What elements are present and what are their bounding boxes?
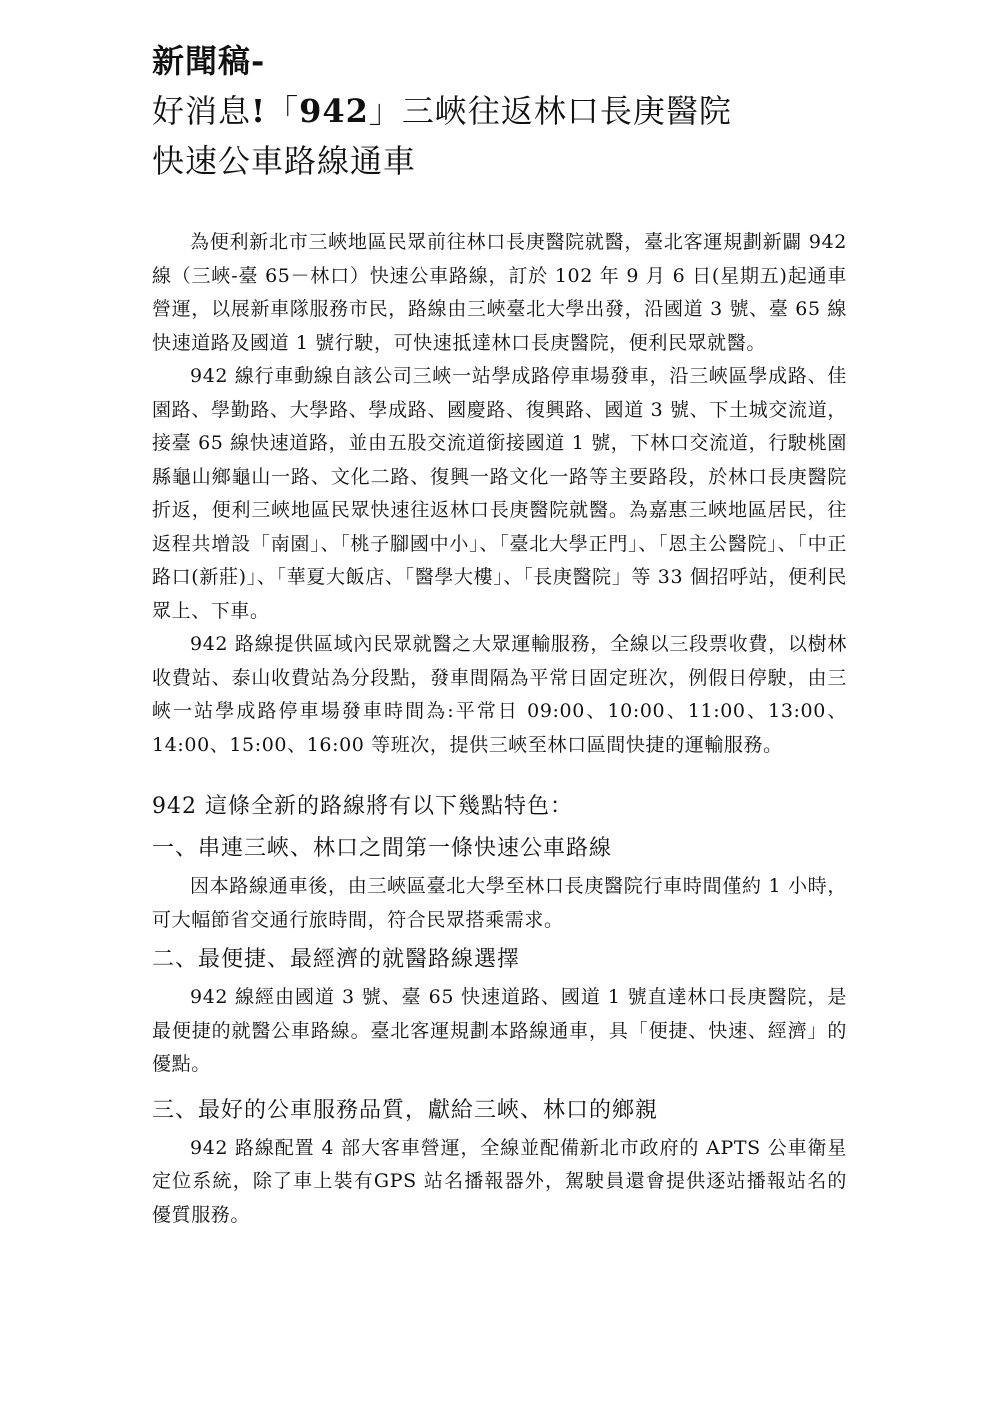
section-heading-1: 一、串連三峽、林口之間第一條快速公車路線 bbox=[152, 836, 613, 861]
headline-exclamation: ! bbox=[251, 92, 267, 130]
article-body bbox=[152, 226, 847, 1232]
paragraph-route: 942 線行車動線自該公司三峽一站學成路停車場發車，沿三峽區學成路、佳園路、學勤路、大學路、學成路、國慶路、復興路、國道 3 號、下土城交流道，接臺 65 線快速道路，並由五股交流道銜接國道 1 號，下林口交流道，行駛桃園縣龜山鄉龜山一路、文化二路、復興一路文化一路等主要路段，於林口長庚醫院折返，便利三峽地區民眾快速往返林口長庚醫院就醫。為嘉惠三峽地區居民，往返程共增設「南園」、「桃子腳國中小」、「臺北大學正門」、「恩主公醫院」、「中正路口(新莊)」、「華夏大飯店、「醫學大樓」、「長庚醫院」等 33 個招呼站，便利民眾上、下車。 bbox=[152, 365, 847, 622]
features-heading: 942 這條全新的路線將有以下幾點特色： bbox=[152, 794, 573, 819]
headline-rest: 」三峽往返林口長庚醫院 bbox=[368, 92, 732, 130]
paragraph-service: 942 路線提供區域內民眾就醫之大眾運輸服務，全線以三段票收費，以樹林收費站、泰山收費站為分段點，發車間隔為平常日固定班次，例假日停駛，由三峽一站學成路停車場發車時間為:平常日 09:00、10:00、11:00、13:00、14:00、15:00、16:00 等班次，提供三峽至林口區間快捷的運輸服務。 bbox=[152, 633, 847, 756]
section-text-2: 942 線經由國道 3 號、臺 65 快速道路、國道 1 號直達林口長庚醫院，是最便捷的就醫公車路線。臺北客運規劃本路線通車，具「便捷、快速、經濟」的優點。 bbox=[152, 986, 847, 1075]
headline-line-1 bbox=[152, 86, 852, 136]
headline-route-number: 942 bbox=[299, 92, 369, 130]
headline-line-2: 快速公車路線通車 bbox=[152, 142, 417, 180]
paragraph-intro: 為便利新北市三峽地區民眾前往林口長庚醫院就醫，臺北客運規劃新闢 942 線（三峽-臺 65－林口）快速公車路線，訂於 102 年 9 月 6 日(星期五)起通車營運，以展新車隊服務市民，路線由三峽臺北大學出發，沿國道 3 號、臺 65 線快速道路及國道 1 號行駛，可快速抵達林口長庚醫院，便利民眾就醫。 bbox=[152, 231, 847, 354]
title-block bbox=[152, 36, 852, 186]
headline-open-bracket: 「 bbox=[266, 92, 300, 130]
section-heading-3: 三、最好的公車服務品質，獻給三峽、林口的鄉親 bbox=[152, 1097, 659, 1123]
press-release-label: 新聞稿- bbox=[152, 42, 266, 80]
section-text-1: 因本路線通車後，由三峽區臺北大學至林口長庚醫院行車時間僅約 1 小時，可大幅節省交通行旅時間，符合民眾搭乘需求。 bbox=[152, 875, 847, 931]
section-heading-2: 二、最便捷、最經濟的就醫路線選擇 bbox=[152, 947, 521, 972]
section-text-3: 942 路線配置 4 部大客車營運，全線並配備新北市政府的 APTS 公車衛星定位系統，除了車上裝有GPS 站名播報器外，駕駛員還會提供逐站播報站名的優質服務。 bbox=[152, 1136, 847, 1226]
headline-prefix: 好消息 bbox=[152, 92, 252, 130]
